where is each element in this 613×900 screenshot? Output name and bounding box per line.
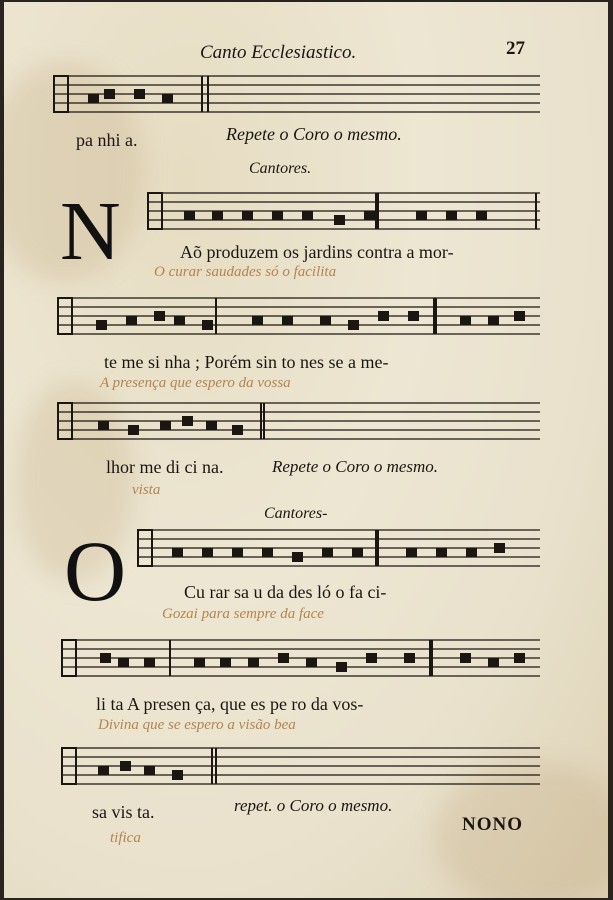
note-square [242, 211, 253, 221]
note-square [366, 653, 377, 663]
note-square [174, 316, 185, 326]
note-square [144, 658, 155, 668]
manuscript-page [4, 2, 608, 898]
catchword: NONO [462, 814, 523, 835]
rubric-repeat-1: Repete o Coro o mesmo. [226, 124, 402, 144]
note-square [514, 653, 525, 663]
note-square [144, 766, 155, 776]
note-square [202, 548, 213, 558]
lyrics-line-5: Cu rar sa u da des ló o fa ci- [184, 582, 387, 602]
note-square [436, 548, 447, 558]
note-square [306, 658, 317, 668]
note-square [98, 421, 109, 431]
note-square [128, 425, 139, 435]
note-square [104, 89, 115, 99]
lyrics-line-1: pa nhi a. [76, 130, 138, 150]
note-square [212, 211, 223, 221]
note-square [476, 211, 487, 221]
note-square [488, 658, 499, 668]
note-square [232, 425, 243, 435]
note-square [96, 320, 107, 330]
note-square [292, 552, 303, 562]
lyrics-line-6: li ta A presen ça, que es pe ro da vos- [96, 694, 364, 714]
note-square [194, 658, 205, 668]
note-square [154, 311, 165, 321]
note-square [348, 320, 359, 330]
note-square [364, 211, 375, 221]
note-square [460, 653, 471, 663]
note-square [162, 94, 173, 104]
note-square [446, 211, 457, 221]
lyrics-line-4: lhor me di ci na. [106, 457, 224, 477]
note-square [220, 658, 231, 668]
note-square [252, 316, 263, 326]
handwritten-annotation-6: tifica [110, 830, 141, 846]
handwritten-annotation-4: Gozai para sempre da face [162, 606, 324, 622]
note-square [100, 653, 111, 663]
note-square [206, 421, 217, 431]
note-square [160, 421, 171, 431]
note-square [232, 548, 243, 558]
note-square [408, 311, 419, 321]
note-square [172, 770, 183, 780]
note-square [466, 548, 477, 558]
lyrics-line-2: Aõ produzem os jardins contra a mor- [180, 242, 454, 262]
note-square [336, 662, 347, 672]
heading-cantores-1: Cantores. [249, 160, 312, 177]
note-square [416, 211, 427, 221]
note-square [248, 658, 259, 668]
note-square [352, 548, 363, 558]
note-square [88, 94, 99, 104]
note-square [120, 761, 131, 771]
rubric-repeat-3: repet. o Coro o mesmo. [234, 796, 393, 815]
handwritten-annotation-1: O curar saudades só o facilita [154, 264, 337, 280]
handwritten-annotation-2: A presença que espero da vossa [100, 375, 291, 391]
note-square [282, 316, 293, 326]
note-square [302, 211, 313, 221]
lyrics-line-7: sa vis ta. [92, 802, 155, 822]
page-header-title: Canto Ecclesiastico. [200, 42, 357, 63]
note-square [134, 89, 145, 99]
note-square [322, 548, 333, 558]
note-square [126, 316, 137, 326]
note-square [202, 320, 213, 330]
note-square [460, 316, 471, 326]
music-staff-6 [60, 634, 542, 690]
note-square [334, 215, 345, 225]
note-square [184, 211, 195, 221]
note-square [406, 548, 417, 558]
initial-letter-n: N [60, 185, 121, 278]
note-square [98, 766, 109, 776]
note-square [404, 653, 415, 663]
music-staff-3 [56, 292, 542, 348]
note-square [494, 543, 505, 553]
note-square [262, 548, 273, 558]
music-staff-4 [56, 397, 542, 453]
rubric-repeat-2: Repete o Coro o mesmo. [272, 457, 439, 476]
note-square [488, 316, 499, 326]
page-number: 27 [506, 38, 525, 59]
initial-letter-o: O [64, 523, 127, 619]
note-square [514, 311, 525, 321]
music-staff-2 [146, 187, 542, 243]
music-staff-5 [136, 524, 542, 580]
handwritten-annotation-3: vista [132, 482, 161, 498]
note-square [278, 653, 289, 663]
lyrics-line-3: te me si nha ; Porém sin to nes se a me- [104, 352, 389, 372]
music-staff-1 [52, 70, 542, 126]
music-staff-7 [60, 742, 542, 798]
note-square [320, 316, 331, 326]
heading-cantores-2: Cantores- [264, 505, 328, 522]
note-square [172, 548, 183, 558]
handwritten-annotation-5: Divina que se espero a visão bea [98, 717, 296, 733]
note-square [378, 311, 389, 321]
note-square [118, 658, 129, 668]
note-square [182, 416, 193, 426]
note-square [272, 211, 283, 221]
